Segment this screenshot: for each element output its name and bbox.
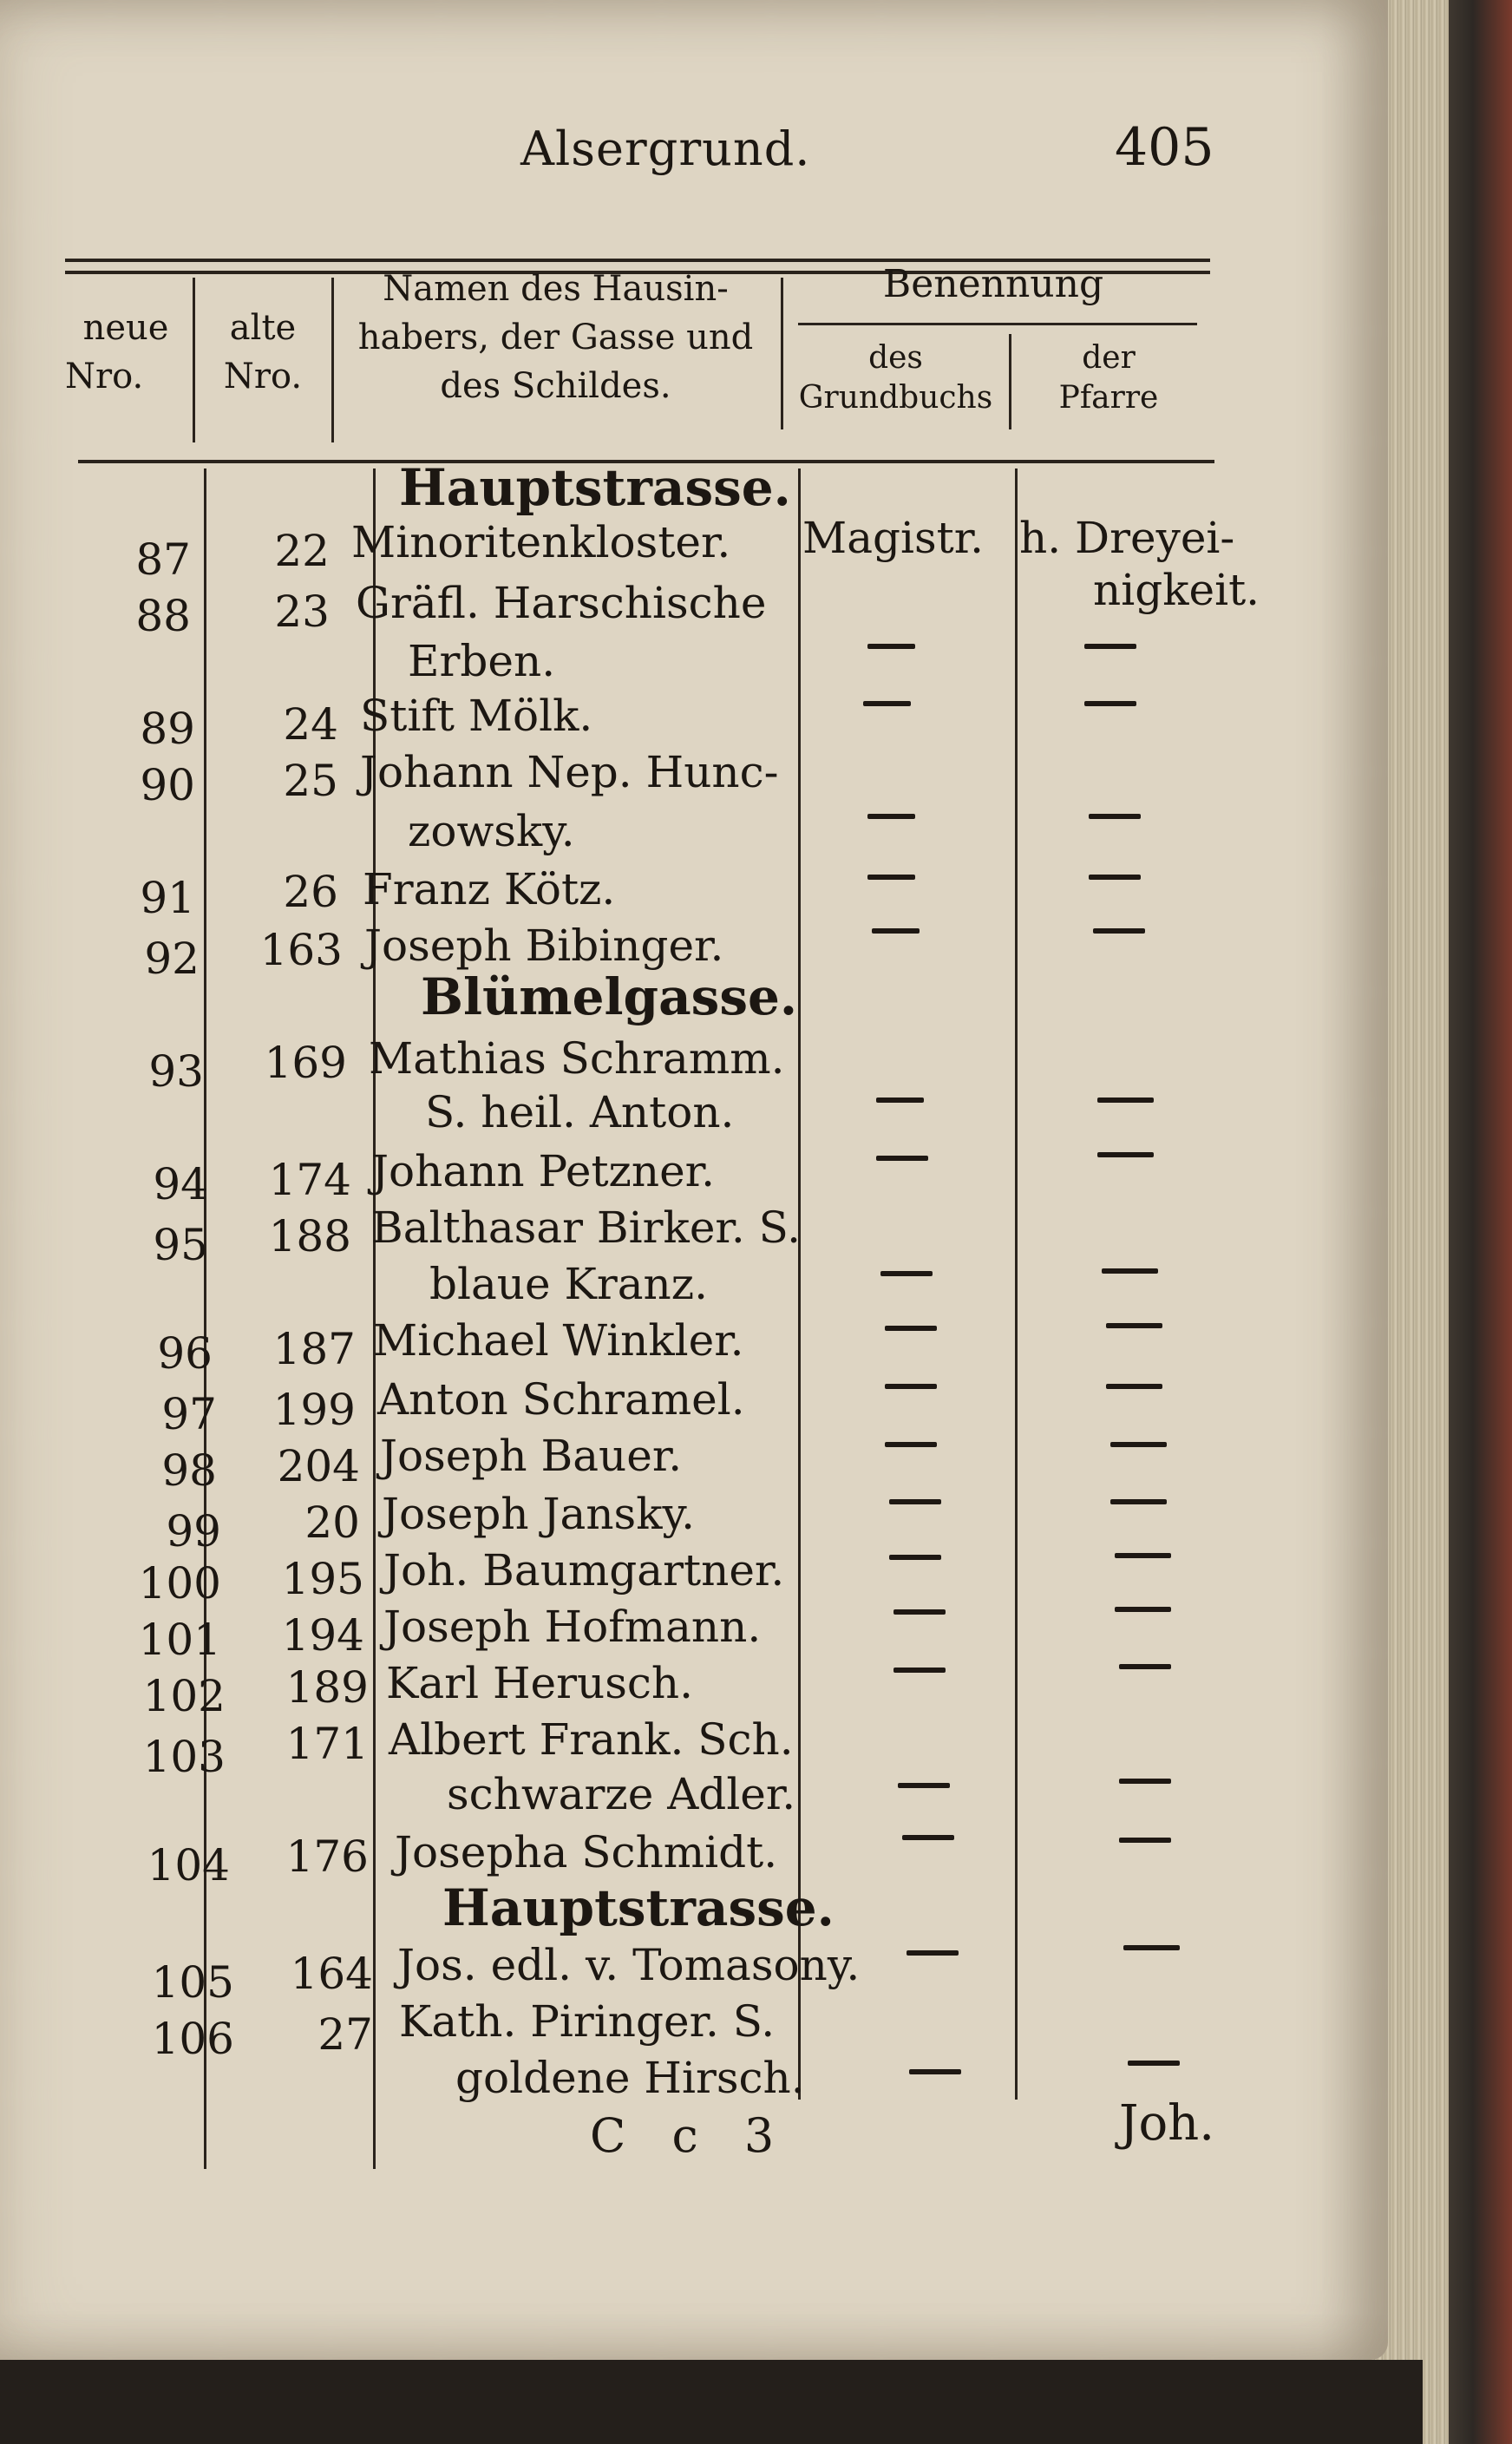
header-grundbuchs — [785, 338, 1006, 418]
row-alte: 27 — [317, 2009, 373, 2060]
row-name-cont: S. heil. Anton. — [425, 1087, 735, 1137]
header-pfarre-line1: der — [1082, 340, 1136, 376]
catchword: Joh. — [1119, 2095, 1215, 2152]
row-neue: 89 — [140, 704, 195, 754]
header-neue-nro: Nro. — [65, 357, 144, 396]
ditto-dash — [1115, 1607, 1171, 1612]
row-name: Joseph Jansky. — [382, 1489, 696, 1539]
header-namen — [337, 265, 775, 410]
row-neue: 99 — [166, 1506, 221, 1556]
body-divider-4 — [1015, 468, 1018, 2100]
row-name: Albert Frank. Sch. — [389, 1714, 794, 1765]
ditto-dash — [889, 1499, 941, 1504]
ditto-dash — [1110, 1499, 1167, 1504]
ditto-dash — [1123, 1945, 1180, 1950]
page-number: 405 — [1115, 117, 1214, 178]
ditto-dash — [909, 2069, 961, 2074]
ditto-dash — [1089, 875, 1141, 880]
row-name: Johann Petzner. — [371, 1146, 715, 1196]
row-name: Joseph Hofmann. — [383, 1602, 762, 1652]
row-name: Joh. Baumgartner. — [383, 1545, 785, 1595]
ditto-dash — [893, 1668, 946, 1673]
row-pfarre-cont: nigkeit. — [1093, 565, 1260, 615]
row-neue: 95 — [153, 1220, 208, 1270]
ditto-dash — [885, 1326, 937, 1331]
ditto-dash — [872, 928, 920, 934]
row-name: Jos. edl. v. Tomasony. — [397, 1940, 861, 1990]
row-alte: 164 — [290, 1949, 373, 1999]
ditto-dash — [1119, 1838, 1171, 1843]
header-alte-label: alte — [229, 308, 297, 348]
row-alte: 23 — [274, 586, 330, 637]
ditto-dash — [1115, 1553, 1171, 1558]
ditto-dash — [885, 1384, 937, 1389]
row-name: Josepha Schmidt. — [395, 1827, 778, 1877]
ditto-dash — [898, 1783, 950, 1788]
header-divider-4 — [1009, 334, 1011, 429]
ditto-dash — [889, 1555, 941, 1560]
row-alte: 188 — [268, 1211, 351, 1261]
row-alte: 22 — [274, 526, 330, 576]
header-pfarre — [1013, 338, 1204, 418]
header-divider-2 — [331, 278, 334, 442]
row-neue: 98 — [161, 1445, 217, 1496]
ditto-dash — [1089, 814, 1141, 819]
row-neue: 106 — [151, 2014, 234, 2064]
body-divider-3 — [798, 468, 801, 2100]
header-benennung: Benennung — [882, 262, 1104, 306]
row-name: Johann Nep. Hunc- — [360, 747, 779, 797]
ditto-dash — [1084, 701, 1136, 706]
row-name: Michael Winkler. — [373, 1315, 744, 1366]
ditto-dash — [1084, 644, 1136, 649]
row-neue: 90 — [140, 760, 195, 810]
row-alte: 171 — [285, 1719, 369, 1769]
ditto-dash — [867, 875, 915, 880]
row-neue: 104 — [147, 1840, 230, 1890]
row-name-cont: zowsky. — [408, 806, 575, 856]
header-namen-line2: habers, der Gasse und — [357, 318, 754, 357]
ditto-dash — [1106, 1323, 1162, 1328]
row-name-cont: Erben. — [408, 636, 556, 686]
ditto-dash — [902, 1835, 954, 1840]
row-name: Kath. Piringer. S. — [399, 1996, 776, 2047]
section-heading: Blümelgasse. — [421, 967, 798, 1026]
row-neue: 94 — [153, 1159, 208, 1209]
row-neue: 97 — [161, 1389, 217, 1439]
header-pfarre-line2: Pfarre — [1058, 380, 1159, 416]
ditto-dash — [1119, 1779, 1171, 1784]
ditto-dash — [867, 814, 915, 819]
row-neue: 96 — [157, 1328, 213, 1379]
header-alte-nro: Nro. — [223, 357, 303, 396]
row-alte: 26 — [283, 867, 338, 917]
ditto-dash — [867, 644, 915, 649]
row-name: Balthasar Birker. S. — [371, 1202, 801, 1253]
ditto-dash — [1106, 1384, 1162, 1389]
header-grundbuchs-line1: des — [868, 340, 923, 376]
row-name: Franz Kötz. — [363, 864, 616, 914]
benennung-rule — [798, 323, 1197, 325]
header-neue — [65, 304, 187, 401]
running-head: Alsergrund. — [520, 121, 811, 176]
body-divider-1 — [204, 468, 206, 2169]
row-alte: 187 — [272, 1324, 356, 1374]
row-alte: 195 — [281, 1554, 364, 1604]
header-divider-3 — [781, 278, 783, 429]
ditto-dash — [880, 1271, 933, 1276]
row-neue: 91 — [140, 873, 195, 923]
row-name: Joseph Bauer. — [380, 1431, 683, 1481]
row-name: Gräfl. Harschische — [356, 578, 767, 628]
header-divider-1 — [193, 278, 195, 442]
ditto-dash — [885, 1442, 937, 1447]
book-bottom-edge — [0, 2360, 1423, 2444]
row-alte: 204 — [277, 1441, 360, 1491]
row-name: Anton Schramel. — [377, 1374, 745, 1425]
ditto-dash — [907, 1950, 959, 1956]
row-alte: 25 — [283, 756, 338, 806]
row-alte: 163 — [259, 925, 343, 975]
row-alte: 189 — [285, 1662, 369, 1713]
header-grundbuchs-line2: Grundbuchs — [798, 380, 993, 416]
row-neue: 100 — [138, 1558, 221, 1609]
row-alte: 24 — [283, 699, 338, 750]
row-grundbuch: Magistr. — [802, 513, 985, 563]
row-neue: 102 — [142, 1671, 226, 1721]
row-neue: 88 — [135, 591, 191, 641]
row-name: Minoritenkloster. — [351, 517, 731, 567]
ditto-dash — [876, 1156, 928, 1161]
row-name-cont: blaue Kranz. — [429, 1259, 708, 1309]
row-neue: 101 — [138, 1615, 221, 1665]
row-neue: 105 — [151, 1957, 234, 2008]
row-name-cont: schwarze Adler. — [447, 1769, 796, 1819]
row-alte: 174 — [268, 1155, 351, 1205]
row-neue: 93 — [148, 1046, 204, 1097]
row-alte: 176 — [285, 1831, 369, 1882]
row-name: Mathias Schramm. — [369, 1033, 785, 1084]
row-name: Karl Herusch. — [386, 1658, 694, 1708]
row-neue: 87 — [135, 534, 191, 585]
ditto-dash — [893, 1609, 946, 1615]
row-neue: 92 — [144, 934, 200, 984]
printer-signature: C c 3 — [590, 2108, 790, 2163]
header-namen-line1: Namen des Hausin- — [383, 269, 729, 309]
ditto-dash — [1093, 928, 1145, 934]
header-alte — [198, 304, 328, 401]
row-alte: 20 — [304, 1497, 360, 1548]
row-alte: 169 — [264, 1038, 347, 1088]
ditto-dash — [876, 1098, 924, 1103]
ditto-dash — [1128, 2061, 1180, 2066]
header-namen-line3: des Schildes. — [440, 366, 671, 406]
row-pfarre: h. Dreyei- — [1019, 513, 1235, 563]
header-neue-label: neue — [82, 308, 169, 348]
ditto-dash — [863, 701, 911, 706]
section-heading: Hauptstrasse. — [399, 458, 791, 517]
ditto-dash — [1119, 1664, 1171, 1669]
row-alte: 199 — [272, 1385, 356, 1435]
section-heading: Hauptstrasse. — [442, 1878, 835, 1937]
ditto-dash — [1097, 1098, 1154, 1103]
ditto-dash — [1110, 1442, 1167, 1447]
row-neue: 103 — [142, 1732, 226, 1782]
row-name-cont: goldene Hirsch. — [455, 2053, 805, 2103]
ditto-dash — [1102, 1268, 1158, 1274]
row-alte: 194 — [281, 1610, 364, 1661]
ditto-dash — [1097, 1152, 1154, 1157]
row-name: Joseph Bibinger. — [364, 921, 724, 971]
row-name: Stift Mölk. — [360, 691, 593, 741]
